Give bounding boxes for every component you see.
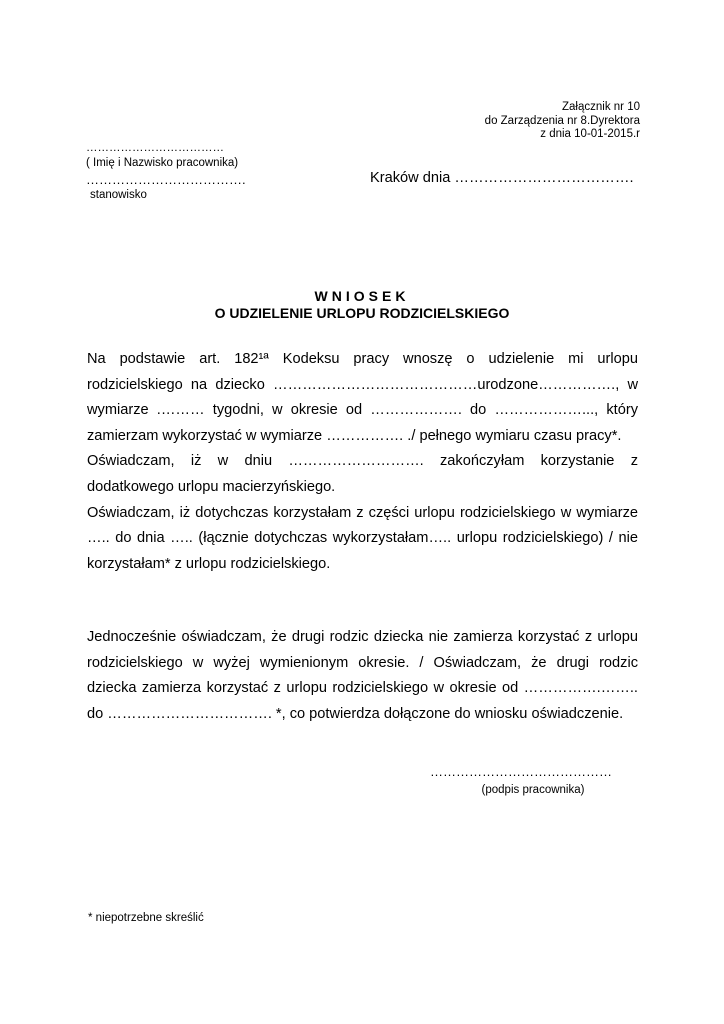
paragraph-line: ….. do dnia ….. (łącznie dotychczas wykorzystałam….. urlopu rodzicielskiego) / nie <box>87 530 638 547</box>
annex-ordinance: do Zarządzenia nr 8.Dyrektora <box>484 114 640 127</box>
paragraph-line: rodzicielskiego na dziecko ……………………………………urodzone……………., w <box>87 376 638 393</box>
employee-position-field[interactable]: ………………………………. <box>86 172 246 187</box>
paragraph-line: do ……………………………. *, co potwierdza dołączone do wniosku oświadczenie. <box>87 705 624 722</box>
paragraph-line: Oświadczam, iż w dniu ………………………. zakończyłam korzystanie z <box>87 453 638 470</box>
paragraph-line: Oświadczam, iż dotychczas korzystałam z części urlopu rodzicielskiego w wymiarze <box>87 504 638 521</box>
employee-position-label: stanowisko <box>90 189 147 201</box>
annex-date: z dnia 10-01-2015.r <box>540 128 640 140</box>
annex-number: Załącznik nr 10 <box>562 101 640 113</box>
place-date-field[interactable]: Kraków dnia ………………………………. <box>370 170 634 186</box>
document-title: WNIOSEK <box>314 288 410 304</box>
declaration-paragraph <box>87 625 638 727</box>
footnote: * niepotrzebne skreślić <box>88 912 204 924</box>
request-paragraph <box>87 347 638 577</box>
document-subtitle: O UDZIELENIE URLOPU RODZICIELSKIEGO <box>214 305 510 321</box>
annex-header <box>485 100 640 141</box>
paragraph-line: dodatkowego urlopu macierzyńskiego. <box>87 478 336 495</box>
signature-field[interactable]: …………………………………… <box>430 764 612 779</box>
paragraph-line: zamierzam wykorzystać w wymiarze ……………. ./ pełnego wymiaru czasu pracy*. <box>87 427 622 444</box>
paragraph-line: Jednocześnie oświadczam, że drugi rodzic dziecka nie zamierza korzystać z urlopu <box>87 629 638 645</box>
paragraph-line: Na podstawie art. 182¹ª Kodeksu pracy wnoszę o udzielenie mi urlopu <box>87 351 638 367</box>
paragraph-line: wymiarze .……… tygodni, w okresie od ………………. do ………………..., który <box>87 402 638 419</box>
paragraph-line: dziecka zamierza korzystać z urlopu rodzicielskiego w okresie od …………….…….. <box>87 680 638 697</box>
employee-name-label: ( Imię i Nazwisko pracownika) <box>86 157 239 169</box>
employee-name-field[interactable]: ……………………………… <box>86 142 224 154</box>
paragraph-line: korzystałam* z urlopu rodzicielskiego. <box>87 555 331 572</box>
paragraph-line: rodzicielskiego w wyżej wymienionym okresie. / Oświadczam, że drugi rodzic <box>87 654 638 671</box>
signature-label: (podpis pracownika) <box>481 784 585 796</box>
